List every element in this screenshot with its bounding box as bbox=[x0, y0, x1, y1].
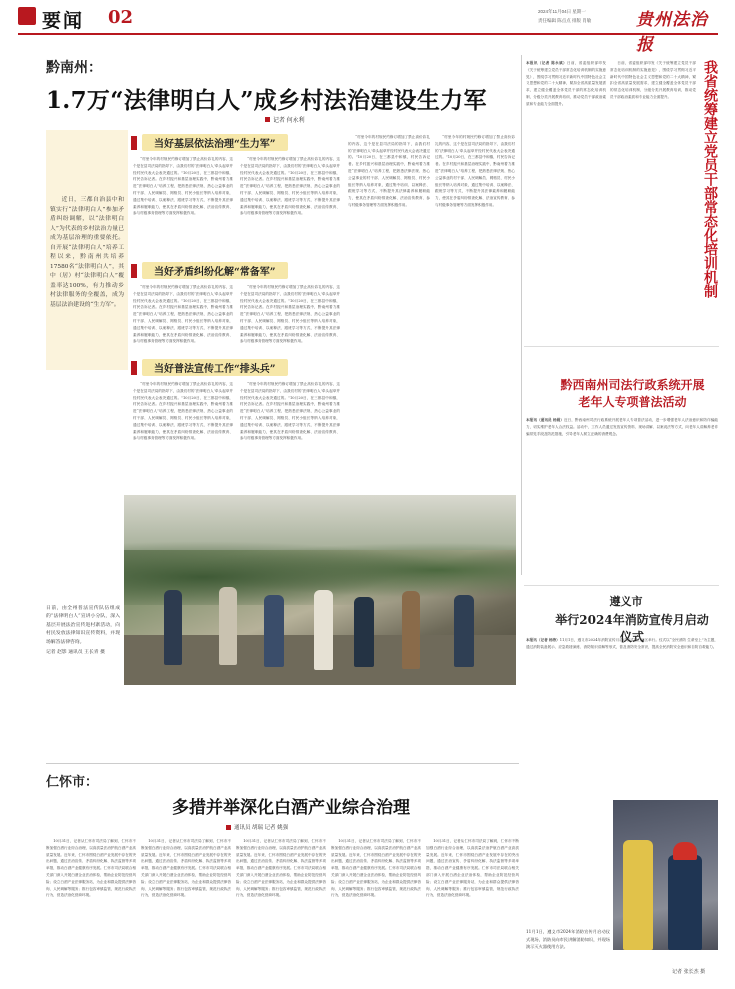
lead-photo-credit: 记者 赵影 通讯员 王长青 摄 bbox=[46, 650, 105, 656]
page-number: 02 bbox=[108, 7, 134, 28]
issue-date: 2024年11月04日 星期一 bbox=[538, 9, 586, 14]
right-divider bbox=[524, 585, 719, 586]
right-divider bbox=[524, 346, 719, 347]
lead-intro bbox=[50, 196, 124, 358]
photo-person bbox=[402, 591, 420, 669]
bottom-body-text: 10月31日，记者从仁怀市司法局了解到，仁怀市不断加强白酒行业综合治理，以高质量法治护航白酒产业高质量发展。近年来，仁怀市围绕白酒产业发展中存在的突出问题，通过法治宣传、矛盾纠纷化解、执法监督等多项举措，推动白酒产业健康有序发展。仁怀市司法局联合相关部门深入开展白酒企业法治体检，帮助企业防范经营风险；设立白酒产业法律服务站，为企业和群众提供法律咨询、人民调解等服务；推行包容审慎监管，规范行政执法行为，营造法治化营商环境。 bbox=[236, 839, 326, 898]
byline-text: 记者 何永利 bbox=[273, 118, 305, 124]
masthead-icon bbox=[18, 7, 36, 25]
byline-marker-icon bbox=[265, 117, 270, 122]
lead-body-col3 bbox=[133, 284, 233, 346]
subhead-2-marker bbox=[131, 264, 137, 278]
lead-headline: 1.7万“法律明白人”成乡村法治建设生力军 bbox=[46, 87, 487, 114]
photo-person bbox=[354, 597, 374, 667]
lead-body-col8 bbox=[435, 134, 515, 486]
photo-person bbox=[164, 590, 182, 665]
lead-body-col4 bbox=[240, 284, 340, 346]
section-title: 要闻 bbox=[42, 10, 85, 32]
photo-person bbox=[264, 595, 284, 667]
right-photo-caption bbox=[526, 928, 610, 978]
subhead-3-text: 当好普法宣传工作“排头兵” bbox=[142, 359, 288, 376]
photo-helmet bbox=[673, 842, 697, 860]
lead-body-col2 bbox=[240, 156, 340, 261]
lead-body-text: “村里今年的村规民约修订增加了禁止高价彩礼的内容，这个是在县司法局的指导下，由我们村的‘法律明白人’牵头起草并经村民代表大会表决通过的。”10月20日，在三都县中和镇，村民告诉记者。在乡村振兴和基层治理实践中，黔南州着力推进“法律明白人”培养工程，把熟悉法律法规、热心公益事业的村干部、人民调解员、网格员、村民小组长等纳入培养对象，通过集中培训、以案释法、跟班学习等方式，不断提升其法律素养和履职能力，使其在矛盾纠纷排查化解、法治宣传教育、参与村级事务管理等方面发挥积极作用。 bbox=[435, 135, 515, 207]
bottom-col2 bbox=[141, 838, 231, 978]
subhead-3-marker bbox=[131, 361, 137, 375]
masthead bbox=[18, 6, 718, 55]
photo-person bbox=[668, 855, 702, 950]
lead-body-text: “村里今年的村规民约修订增加了禁止高价彩礼的内容，这个是在县司法局的指导下，由我们村的‘法律明白人’牵头起草并经村民代表大会表决通过的。”10月20日，在三都县中和镇，村民告诉记者。在乡村振兴和基层治理实践中，黔南州着力推进“法律明白人”培养工程，把熟悉法律法规、热心公益事业的村干部、人民调解员、网格员、村民小组长等纳入培养对象，通过集中培训、以案释法、跟班学习等方式，不断提升其法律素养和履职能力，使其在矛盾纠纷排查化解、法治宣传教育、参与村级事务管理等方面发挥积极作用。 bbox=[133, 157, 233, 216]
lead-photo-caption bbox=[46, 605, 120, 685]
byline-marker-icon bbox=[226, 825, 231, 830]
lead-body-col1 bbox=[133, 156, 233, 261]
right-article2-body: 近日，黔西南州司法行政系统开展老年人专项普法活动，进一步增强老年人法治意识和防诈骗能力，切实维护老年人合法权益。活动中，工作人员通过发放宣传资料、现场讲解、以案说法等方式，向老年人讲解养老诈骗常见手段及防范措施，引导老年人树立正确的消费观念。 bbox=[526, 418, 718, 436]
masthead-rule bbox=[18, 33, 718, 35]
bottom-col4 bbox=[331, 838, 421, 978]
lead-photo bbox=[124, 495, 516, 685]
right-article1-col2 bbox=[610, 60, 696, 345]
editor-line: 责任编辑 陈点点 排版 肖敏 bbox=[538, 18, 592, 23]
bottom-col1 bbox=[46, 838, 136, 978]
right-article3-text bbox=[526, 637, 718, 651]
bottom-body-text: 10月31日，记者从仁怀市司法局了解到，仁怀市不断加强白酒行业综合治理，以高质量法治护航白酒产业高质量发展。近年来，仁怀市围绕白酒产业发展中存在的突出问题，通过法治宣传、矛盾纠纷化解、执法监督等多项举措，推动白酒产业健康有序发展。仁怀市司法局联合相关部门深入开展白酒企业法治体检，帮助企业防范经营风险；设立白酒产业法律服务站，为企业和群众提供法律咨询、人民调解等服务；推行包容审慎监管，规范行政执法行为，营造法治化营商环境。 bbox=[141, 839, 231, 898]
right-article2 bbox=[526, 417, 718, 562]
photo-person bbox=[219, 587, 237, 665]
subhead-2-text: 当好矛盾纠纷化解“常备军” bbox=[142, 262, 288, 279]
bottom-byline bbox=[226, 823, 288, 831]
lead-body-text: “村里今年的村规民约修订增加了禁止高价彩礼的内容，这个是在县司法局的指导下，由我们村的‘法律明白人’牵头起草并经村民代表大会表决通过的。”10月20日，在三都县中和镇，村民告诉记者。在乡村振兴和基层治理实践中，黔南州着力推进“法律明白人”培养工程，把熟悉法律法规、热心公益事业的村干部、人民调解员、网格员、村民小组长等纳入培养对象，通过集中培训、以案释法、跟班学习等方式，不断提升其法律素养和履职能力，使其在矛盾纠纷排查化解、法治宣传教育、参与村级事务管理等方面发挥积极作用。 bbox=[240, 285, 340, 344]
lead-body-text: “村里今年的村规民约修订增加了禁止高价彩礼的内容，这个是在县司法局的指导下，由我们村的‘法律明白人’牵头起草并经村民代表大会表决通过的。”10月20日，在三都县中和镇，村民告诉记者。在乡村振兴和基层治理实践中，黔南州着力推进“法律明白人”培养工程，把熟悉法律法规、热心公益事业的村干部、人民调解员、网格员、村民小组长等纳入培养对象，通过集中培训、以案释法、跟班学习等方式，不断提升其法律素养和履职能力，使其在矛盾纠纷排查化解、法治宣传教育、参与村级事务管理等方面发挥积极作用。 bbox=[133, 382, 233, 441]
right-article1-body: 日前，省委组织部印发《关于统筹建立党员干部常态化培训机制的实施意见》，围绕学习贯彻习近平新时代中国特色社会主义思想和党的二十大精神，紧扣全省高质量发展需求，建立健全覆盖全体党员干部的常态化培训机制，分级分类开展教育培训，推动党员干部政治素质和专业能力全面提升。 bbox=[526, 61, 606, 106]
right-photo bbox=[613, 800, 718, 950]
right-article1-body: 日前，省委组织部印发《关于统筹建立党员干部常态化培训机制的实施意见》，围绕学习贯彻习近平新时代中国特色社会主义思想和党的二十大精神，紧扣全省高质量发展需求，建立健全覆盖全体党员干部的常态化培训机制，分级分类开展教育培训，推动党员干部政治素质和专业能力全面提升。 bbox=[610, 61, 696, 99]
subhead-1-marker bbox=[131, 136, 137, 150]
bottom-body-text: 10月31日，记者从仁怀市司法局了解到，仁怀市不断加强白酒行业综合治理，以高质量法治护航白酒产业高质量发展。近年来，仁怀市围绕白酒产业发展中存在的突出问题，通过法治宣传、矛盾纠纷化解、执法监督等多项举措，推动白酒产业健康有序发展。仁怀市司法局联合相关部门深入开展白酒企业法治体检，帮助企业防范经营风险；设立白酒产业法律服务站，为企业和群众提供法律咨询、人民调解等服务；推行包容审慎监管，规范行政执法行为，营造法治化营商环境。 bbox=[426, 839, 519, 898]
lead-kicker: 黔南州： bbox=[46, 60, 102, 76]
subhead-1 bbox=[131, 134, 288, 151]
lead-body-col5 bbox=[133, 381, 233, 487]
lead-byline bbox=[265, 115, 305, 124]
bottom-byline-text: 通讯员 胡瑞 记者 姚强 bbox=[234, 825, 289, 831]
photo-person bbox=[454, 595, 474, 667]
right-column-divider bbox=[521, 55, 522, 575]
right-article1 bbox=[526, 60, 606, 345]
bottom-body-text: 10月31日，记者从仁怀市司法局了解到，仁怀市不断加强白酒行业综合治理，以高质量法治护航白酒产业高质量发展。近年来，仁怀市围绕白酒产业发展中存在的突出问题，通过法治宣传、矛盾纠纷化解、执法监督等多项举措，推动白酒产业健康有序发展。仁怀市司法局联合相关部门深入开展白酒企业法治体检，帮助企业防范经营风险；设立白酒产业法律服务站，为企业和群众提供法律咨询、人民调解等服务；推行包容审慎监管，规范行政执法行为，营造法治化营商环境。 bbox=[46, 839, 136, 898]
right-article2-text bbox=[526, 417, 718, 437]
lead-body-text: “村里今年的村规民约修订增加了禁止高价彩礼的内容，这个是在县司法局的指导下，由我们村的‘法律明白人’牵头起草并经村民代表大会表决通过的。”10月20日，在三都县中和镇，村民告诉记者。在乡村振兴和基层治理实践中，黔南州着力推进“法律明白人”培养工程，把熟悉法律法规、热心公益事业的村干部、人民调解员、网格员、村民小组长等纳入培养对象，通过集中培训、以案释法、跟班学习等方式，不断提升其法律素养和履职能力，使其在矛盾纠纷排查化解、法治宣传教育、参与村级事务管理等方面发挥积极作用。 bbox=[348, 135, 430, 207]
right-article3-body: 11月1日，遵义市2024年消防宣传月启动仪式在汇川区举行。仪式以“全民消防 生命至上”为主题，通过消防装备展示、应急救援演练、消防知识讲解等形式，普及消防安全常识，提高全民消防安全意识和自防自救能力。 bbox=[526, 638, 718, 649]
bottom-col5 bbox=[426, 838, 519, 978]
paper-logo: 贵州法治报 bbox=[636, 10, 708, 55]
subhead-2 bbox=[131, 262, 288, 279]
lead-body-text: “村里今年的村规民约修订增加了禁止高价彩礼的内容，这个是在县司法局的指导下，由我们村的‘法律明白人’牵头起草并经村民代表大会表决通过的。”10月20日，在三都县中和镇，村民告诉记者。在乡村振兴和基层治理实践中，黔南州着力推进“法律明白人”培养工程，把熟悉法律法规、热心公益事业的村干部、人民调解员、网格员、村民小组长等纳入培养对象，通过集中培训、以案释法、跟班学习等方式，不断提升其法律素养和履职能力，使其在矛盾纠纷排查化解、法治宣传教育、参与村级事务管理等方面发挥积极作用。 bbox=[133, 285, 233, 344]
lead-intro-text: 近日，三都自治县中和镇实行“法律明白人”参加矛盾纠纷调解，以“法律明白人”为代表的乡村法治力量已成为基层治理的重要依托。自开展“法律明白人”培养工程以来，黔南州共培养17580名“法律明白人”，其中（居）村“法律明白人”覆盖率达100%，有力推动乡村法律服务的全覆盖，成为基层法治建设的“生力军”。 bbox=[50, 197, 124, 308]
bottom-headline: 多措并举深化白酒产业综合治理 bbox=[172, 798, 410, 818]
photo-person bbox=[623, 840, 653, 950]
lead-body-col7 bbox=[348, 134, 430, 486]
bottom-body-text: 10月31日，记者从仁怀市司法局了解到，仁怀市不断加强白酒行业综合治理，以高质量法治护航白酒产业高质量发展。近年来，仁怀市围绕白酒产业发展中存在的突出问题，通过法治宣传、矛盾纠纷化解、执法监督等多项举措，推动白酒产业健康有序发展。仁怀市司法局联合相关部门深入开展白酒企业法治体检，帮助企业防范经营风险；设立白酒产业法律服务站，为企业和群众提供法律咨询、人民调解等服务；推行包容审慎监管，规范行政执法行为，营造法治化营商环境。 bbox=[331, 839, 421, 898]
lead-photo-caption-text: 日前，由全州普法宣传队伍组成的“法律明白人”宣讲小分队，深入基层开展法治宣传进村寨活动，向村民发放法律知识宣传资料，并现场解答法律咨询。 bbox=[46, 606, 120, 645]
right-article3-tag: 本报讯（记者 杨涛） bbox=[526, 638, 560, 642]
right-vertical-title: 我省统筹建立党员干部常态化培训机制 bbox=[702, 60, 718, 298]
right-article1-text bbox=[526, 60, 606, 108]
lead-body-text: “村里今年的村规民约修订增加了禁止高价彩礼的内容，这个是在县司法局的指导下，由我们村的‘法律明白人’牵头起草并经村民代表大会表决通过的。”10月20日，在三都县中和镇，村民告诉记者。在乡村振兴和基层治理实践中，黔南州着力推进“法律明白人”培养工程，把熟悉法律法规、热心公益事业的村干部、人民调解员、网格员、村民小组长等纳入培养对象，通过集中培训、以案释法、跟班学习等方式，不断提升其法律素养和履职能力，使其在矛盾纠纷排查化解、法治宣传教育、参与村级事务管理等方面发挥积极作用。 bbox=[240, 382, 340, 441]
right-article2-headline: 黔西南州司法行政系统开展老年人专项普法活动 bbox=[560, 378, 705, 409]
right-article3-kicker: 遵义市 bbox=[609, 595, 643, 608]
subhead-1-text: 当好基层依法治理“生力军” bbox=[142, 134, 288, 151]
lead-body-text: “村里今年的村规民约修订增加了禁止高价彩礼的内容，这个是在县司法局的指导下，由我们村的‘法律明白人’牵头起草并经村民代表大会表决通过的。”10月20日，在三都县中和镇，村民告诉记者。在乡村振兴和基层治理实践中，黔南州着力推进“法律明白人”培养工程，把熟悉法律法规、热心公益事业的村干部、人民调解员、网格员、村民小组长等纳入培养对象，通过集中培训、以案释法、跟班学习等方式，不断提升其法律素养和履职能力，使其在矛盾纠纷排查化解、法治宣传教育、参与村级事务管理等方面发挥积极作用。 bbox=[240, 157, 340, 216]
bottom-top-rule bbox=[46, 763, 519, 764]
right-article3-headline: 举行2024年消防宣传月启动仪式 bbox=[555, 613, 709, 644]
lead-body-col6 bbox=[240, 381, 340, 487]
right-article1-tag: 本报讯（记者 陈永斌） bbox=[526, 61, 567, 65]
subhead-3 bbox=[131, 359, 288, 376]
right-article3 bbox=[526, 637, 718, 797]
right-photo-credit: 记者 张长杰 摄 bbox=[672, 969, 706, 975]
bottom-col3 bbox=[236, 838, 326, 978]
bottom-kicker: 仁怀市： bbox=[46, 775, 99, 790]
photo-person bbox=[314, 590, 333, 670]
right-photo-caption-text: 11月1日，遵义市2024年消防宣传月启动仪式现场，消防员向市民讲解消防知识，并现场演示灭火器使用方法。 bbox=[526, 929, 610, 949]
right-article2-tag: 本报讯（通讯员 杨娟） bbox=[526, 418, 565, 422]
